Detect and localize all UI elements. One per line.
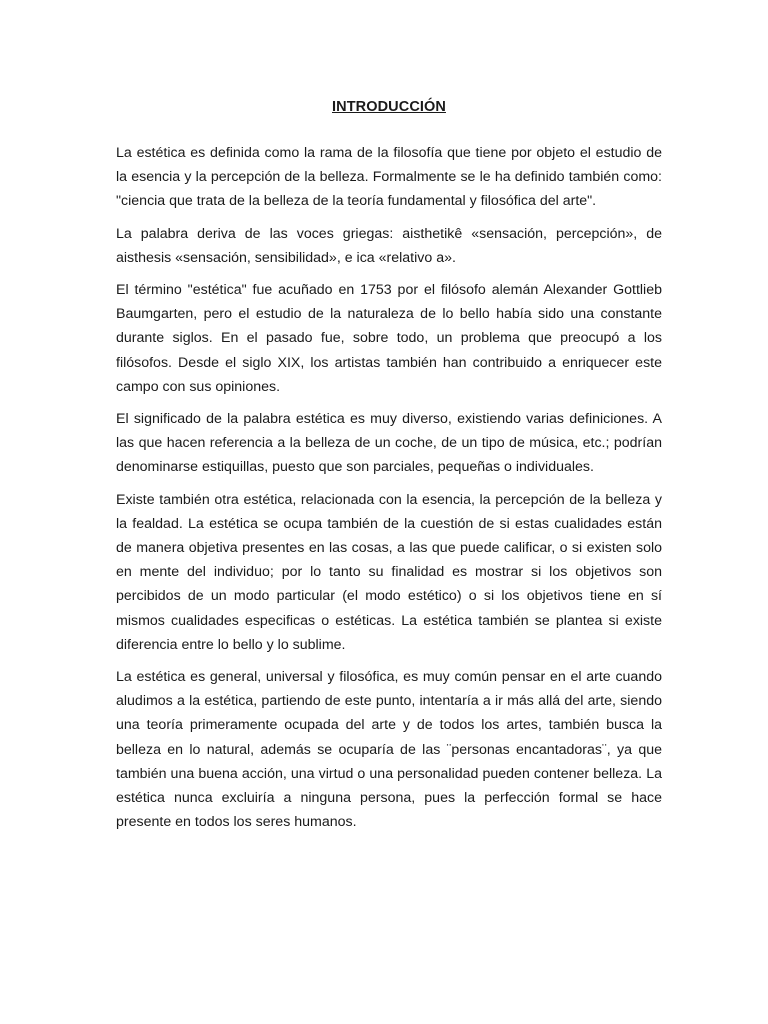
document-body	[116, 141, 662, 842]
paragraph-universality: La estética es general, universal y filosófica, es muy común pensar en el arte cuando aludimos a la estética, partiendo de este punto, intentaría a ir más allá del arte, siendo una teoría primeramente ocupada del arte y de todos los artes, también busca la belleza en lo natural, además se ocuparía de las ¨personas encantadoras¨, ya que también una buena acción, una virtud o una personalidad pueden contener belleza. La estética nunca excluiría a ninguna persona, pues la perfección formal se hace presente en todos los seres humanos.	[116, 669, 662, 831]
paragraph-meanings: El significado de la palabra estética es muy diverso, existiendo varias definiciones. A las que hacen referencia a la belleza de un coche, de un tipo de música, etc.; podrían denominarse estiquillas, puesto que son parciales, pequeñas o individuales.	[116, 411, 662, 476]
document-title: INTRODUCCIÓN	[332, 99, 446, 115]
paragraph-etymology: La palabra deriva de las voces griegas: aisthetikê «sensación, percepción», de aisthesis «sensación, sensibilidad», e ica «relativo a».	[116, 225, 662, 266]
paragraph-definition: La estética es definida como la rama de la filosofía que tiene por objeto el estudio de la esencia y la percepción de la belleza. Formalmente se le ha definido también como: "ciencia que trata de la belleza de la teoría fundamental y filosófica del arte".	[116, 145, 662, 210]
paragraph-essence: Existe también otra estética, relacionada con la esencia, la percepción de la belleza y la fealdad. La estética se ocupa también de la cuestión de si estas cualidades están de manera objetiva presentes en las cosas, a las que puede calificar, o si existen solo en mente del individuo; por lo tanto su finalidad es mostrar si los objetivos son percibidos de un modo particular (el modo estético) o si los objetivos tiene en sí mismos cualidades especificas o estéticas. La estética también se plantea si existe diferencia entre lo bello y lo sublime.	[116, 491, 662, 653]
paragraph-history: El término "estética" fue acuñado en 1753 por el filósofo alemán Alexander Gottlieb Baumgarten, pero el estudio de la naturaleza de lo bello había sido una constante durante siglos. En el pasado fue, sobre todo, un problema que preocupó a los filósofos. Desde el siglo XIX, los artistas también han contribuido a enriquecer este campo con sus opiniones.	[116, 282, 662, 395]
